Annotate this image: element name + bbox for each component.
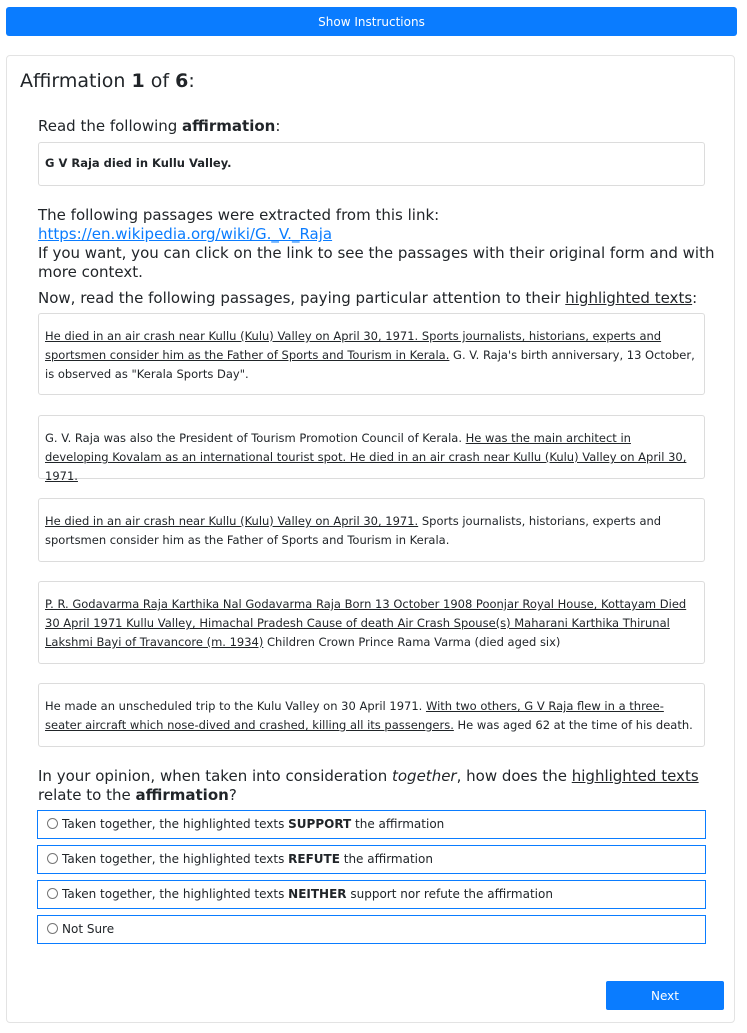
highlighted-text: He died in an air crash near Kullu (Kulu) Valley on April 30, 1971. Sports journalists, historians, experts and sportsmen consider him as the Father of Sports and Tourism in Kerala. [45,329,662,362]
passage-1 [38,313,705,395]
highlighted-text: P. R. Godavarma Raja Karthika Nal Godavarma Raja Born 13 October 1908 Poonjar Royal House, Kottayam Died 30 April 1971 Kullu Valley, Himachal Pradesh Cause of death Air Crash Spouse(s) Maharani Karthika Thirunal Lakshmi Bayi of Travancore (m. 1934) [45,597,687,649]
passage-text [39,697,704,735]
passage-text [39,327,704,384]
passage-segment: He was aged 62 at the time of his death. [453,718,693,732]
option-neither-radio[interactable] [47,888,58,899]
passage-4 [38,581,705,664]
source-intro: The following passages were extracted from this link: https://en.wikipedia.org/wiki/G._V._Raja If you want, you can click on the link to see the passages with their original form and with more context. [38,206,715,281]
highlighted-text: With two others, G V Raja flew in a three-seater aircraft which nose-dived and crashed, killing all its passengers. [45,699,664,732]
passage-3 [38,498,705,562]
passages-label: Now, read the following passages, paying particular attention to their highlighted texts: [38,289,698,307]
passage-2 [38,415,705,483]
show-instructions-button[interactable]: Show Instructions [6,7,737,36]
affirmation-text: G V Raja died in Kullu Valley. [38,142,705,186]
option-support[interactable]: Taken together, the highlighted texts SUPPORT the affirmation [37,810,706,839]
passage-text [39,595,704,652]
current-number: 1 [131,70,145,92]
option-support-radio[interactable] [47,818,58,829]
source-link[interactable]: https://en.wikipedia.org/wiki/G._V._Raja [38,225,333,243]
option-refute[interactable]: Taken together, the highlighted texts REFUTE the affirmation [37,845,706,874]
option-refute-radio[interactable] [47,853,58,864]
highlighted-text: He was the main architect in developing Kovalam as an international tourist spot. He died in an air crash near Kullu (Kulu) Valley on April 30, 1971. [45,431,687,483]
page-title: Affirmation 1 of 6: [20,70,195,92]
passage-5 [38,683,705,747]
question-text: In your opinion, when taken into consideration together, how does the highlighted texts relate to the affirmation? [38,767,699,804]
passage-segment: He made an unscheduled trip to the Kulu Valley on 30 April 1971. [45,699,426,713]
passage-segment: G. V. Raja was also the President of Tourism Promotion Council of Kerala. [45,431,466,445]
total-number: 6 [175,70,189,92]
affirmation-card [6,55,735,1023]
affirmation-label: Read the following affirmation: [38,117,281,135]
option-not-sure[interactable]: Not Sure [37,915,706,944]
highlighted-text: He died in an air crash near Kullu (Kulu) Valley on April 30, 1971. [45,514,419,528]
passage-segment: Sports journalists, historians, experts and sportsmen consider him as the Father of Sports and Tourism in Kerala. [45,514,662,547]
option-not-sure-radio[interactable] [47,923,58,934]
passage-segment: G. V. Raja's birth anniversary, 13 October, is observed as "Kerala Sports Day". [45,348,695,381]
passage-text [39,512,704,550]
next-button[interactable]: Next [606,981,724,1010]
passage-segment: Children Crown Prince Rama Varma (died aged six) [263,635,561,649]
passage-text [39,429,704,486]
option-neither[interactable]: Taken together, the highlighted texts NEITHER support nor refute the affirmation [37,880,706,909]
